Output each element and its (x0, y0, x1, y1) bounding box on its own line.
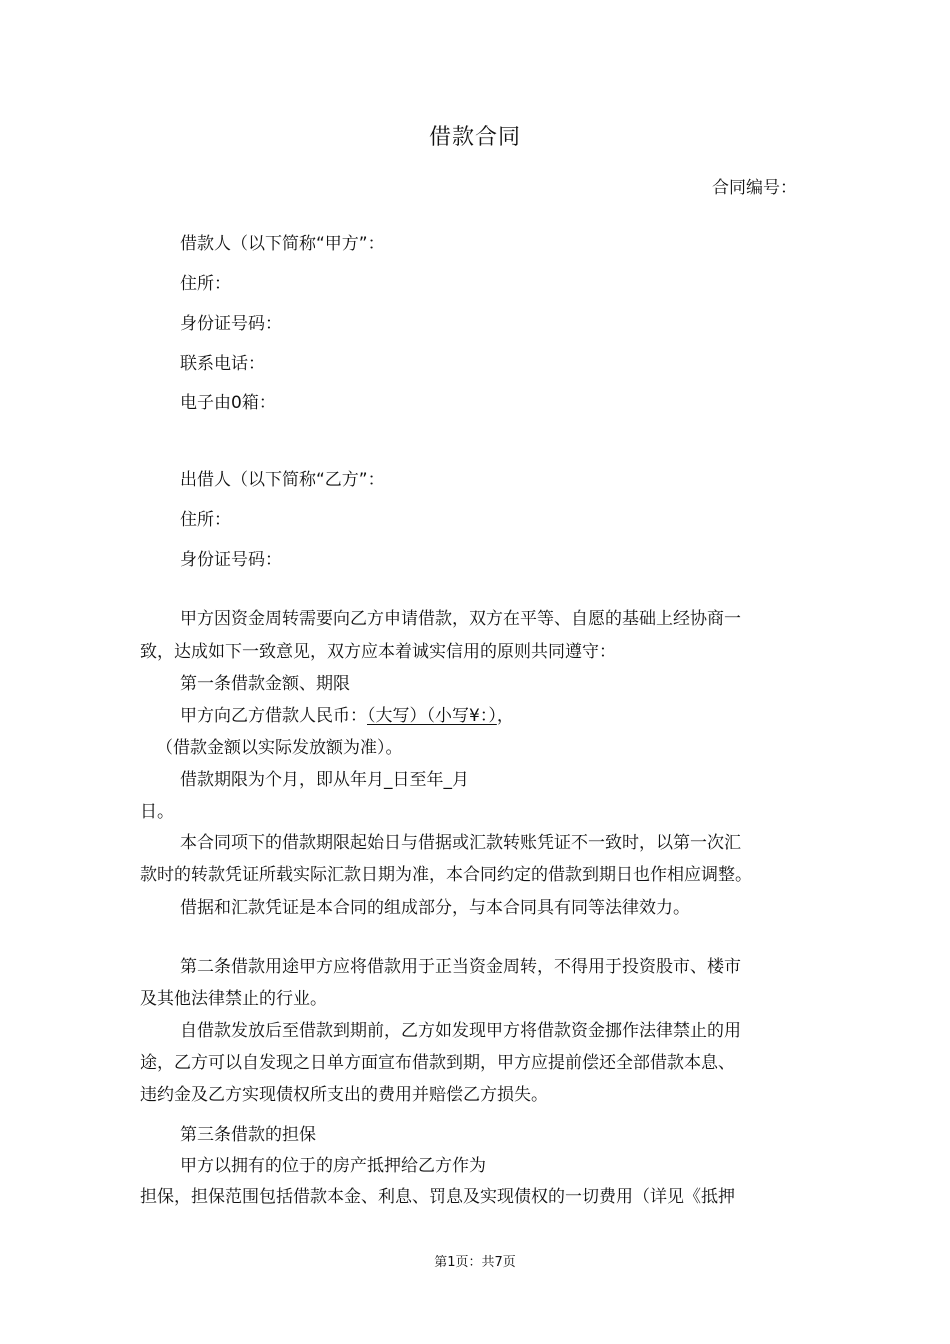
article-1-term-line-1: 借款期限为个月，即从年月_日至年_月 (180, 770, 469, 790)
borrower-id-number: 身份证号码： (180, 314, 282, 334)
amount-blank: （大写）（小写¥：） (367, 706, 497, 726)
article-1-title: 第一条借款金额、期限 (180, 674, 350, 694)
amount-prefix: 甲方向乙方借款人民币： (180, 706, 367, 726)
article-1-term-line-2: 日。 (140, 802, 174, 822)
borrower-address: 住所： (180, 274, 231, 294)
article-1-amount-note: （借款金额以实际发放额为准）。 (156, 738, 403, 758)
borrower-email: 电子由0箱： (180, 393, 276, 413)
lender-id-number: 身份证号码： (180, 550, 282, 570)
contract-number-label: 合同编号： (712, 178, 797, 198)
article-2-para2-line-1: 自借款发放后至借款到期前，乙方如发现甲方将借款资金挪作法律禁止的用 (180, 1021, 741, 1041)
document-title: 借款合同 (428, 125, 521, 150)
page-footer: 第1页：共7页 (434, 1255, 516, 1270)
article-3-line-2: 担保，担保范围包括借款本金、利息、罚息及实现债权的一切费用（详见《抵押 (140, 1187, 735, 1207)
article-2-line-1: 第二条借款用途甲方应将借款用于正当资金周转，不得用于投资股市、楼市 (180, 957, 741, 977)
article-1-para3: 借据和汇款凭证是本合同的组成部分，与本合同具有同等法律效力。 (180, 898, 690, 918)
intro-line-1: 甲方因资金周转需要向乙方申请借款，双方在平等、自愿的基础上经协商一 (180, 609, 741, 629)
article-3-title: 第三条借款的担保 (180, 1125, 316, 1145)
article-1-para2-line-2: 款时的转款凭证所载实际汇款日期为准，本合同约定的借款到期日也作相应调整。 (140, 865, 752, 885)
borrower-phone: 联系电话： (180, 354, 265, 374)
lender-heading: 出借人（以下简称“乙方”： (180, 470, 385, 490)
intro-line-2: 致，达成如下一致意见，双方应本着诚实信用的原则共同遵守： (140, 642, 616, 662)
article-2-para2-line-3: 违约金及乙方实现债权所支出的费用并赔偿乙方损失。 (140, 1085, 548, 1105)
borrower-heading: 借款人（以下简称“甲方”： (180, 234, 385, 254)
article-1-para2-line-1: 本合同项下的借款期限起始日与借据或汇款转账凭证不一致时，以第一次汇 (180, 833, 741, 853)
article-3-line-1: 甲方以拥有的位于的房产抵押给乙方作为 (180, 1156, 486, 1176)
article-2-line-2: 及其他法律禁止的行业。 (140, 989, 327, 1009)
amount-suffix: ， (496, 706, 514, 726)
article-1-amount (180, 705, 514, 727)
lender-address: 住所： (180, 510, 231, 530)
article-2-para2-line-2: 途，乙方可以自发现之日单方面宣布借款到期，甲方应提前偿还全部借款本息、 (140, 1053, 735, 1073)
